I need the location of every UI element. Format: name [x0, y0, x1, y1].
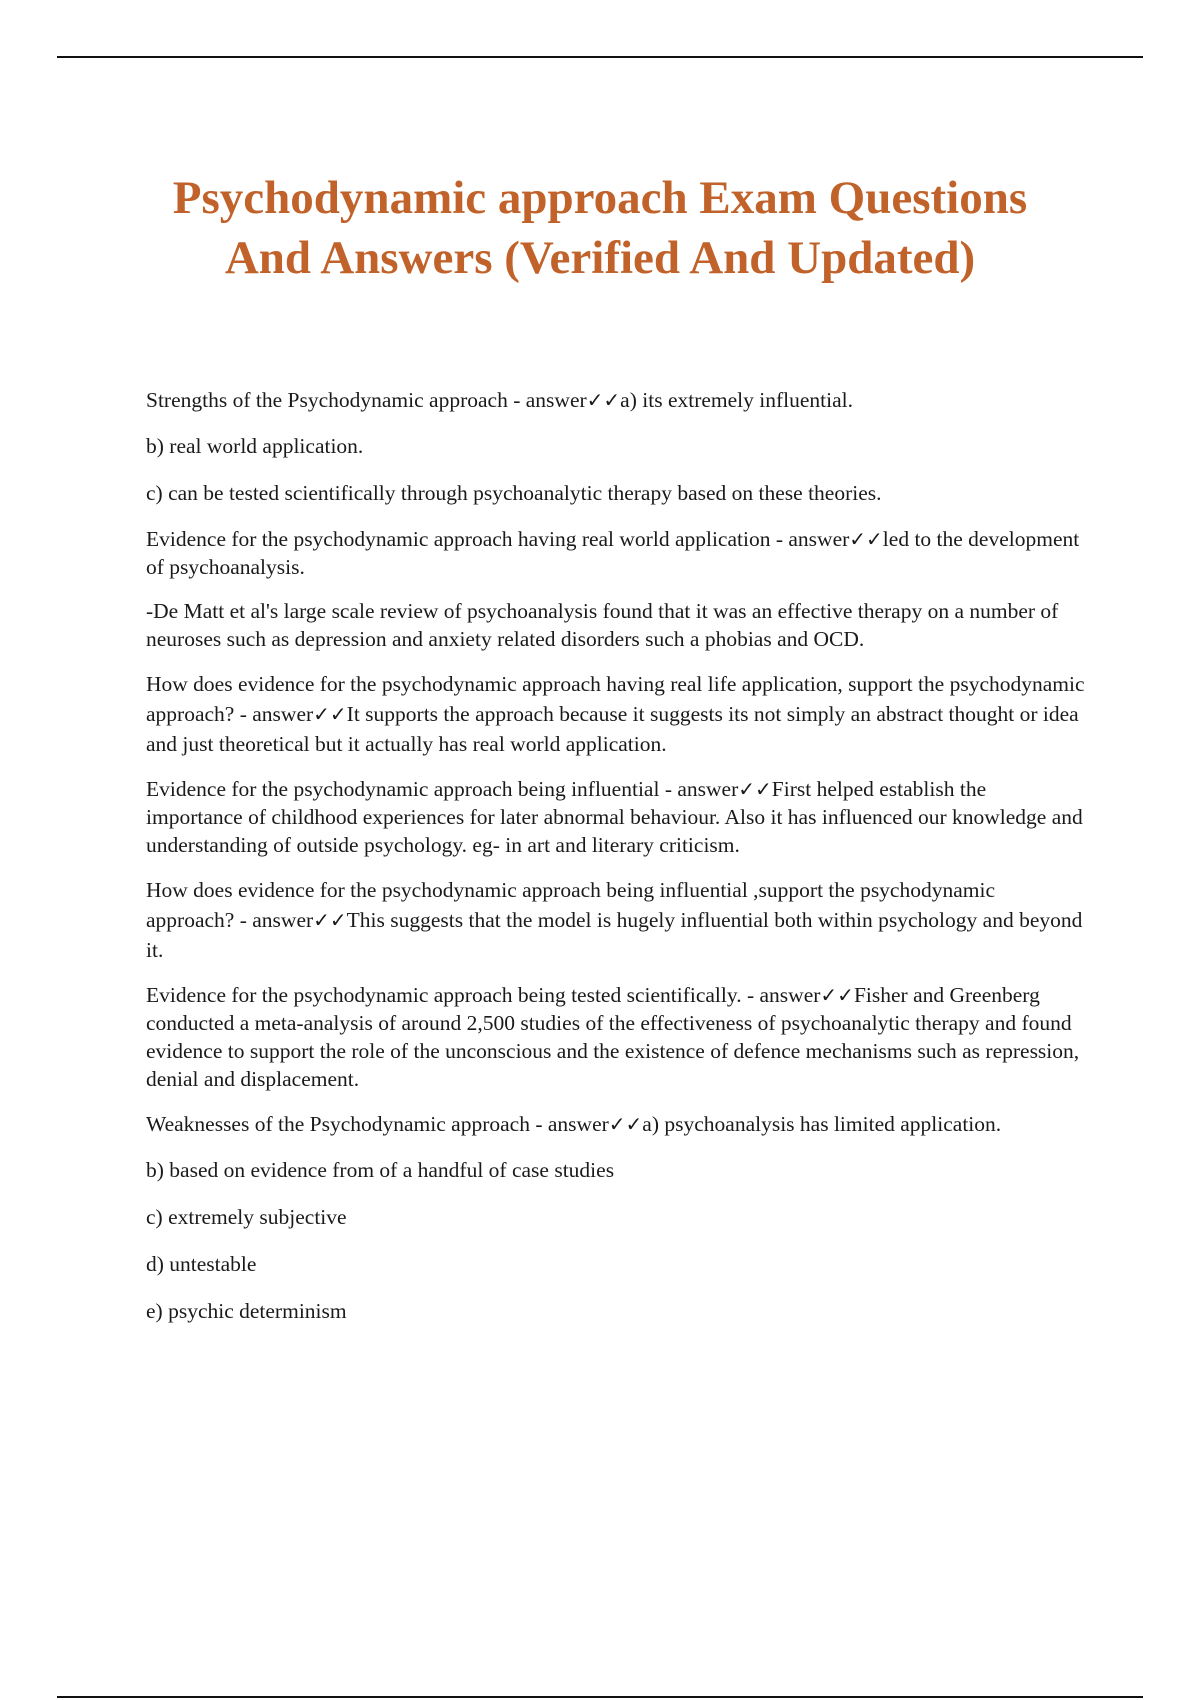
header-rule	[57, 56, 1143, 58]
list-item: b) real world application.	[146, 434, 364, 458]
check-icon: ✓✓	[313, 702, 347, 726]
answer-separator: - answer	[741, 983, 821, 1007]
question-text: Evidence for the psychodynamic approach being tested scientifically.	[146, 983, 742, 1007]
answer-text: a) its extremely influential.	[620, 388, 854, 412]
answer-text: Fisher and Greenberg conducted a meta-analysis of around 2,500 studies of the effectiveness of psychoanalytic therapy and found evidence to support the role of the unconscious and the existence of defence mechanisms such as repression, denial and displacement.	[146, 983, 1080, 1091]
check-icon: ✓✓	[738, 777, 772, 801]
question-text: How does evidence for the psychodynamic approach having real life application, support the psychodynamic approach?	[146, 672, 1085, 726]
document-title	[100, 168, 1100, 288]
answer-text: led to the development of psychoanalysis.	[146, 527, 1080, 579]
footer-rule	[57, 1696, 1143, 1698]
title-line-2: And Answers (Verified And Updated)	[224, 232, 976, 284]
question-text: Weaknesses of the Psychodynamic approach	[146, 1112, 530, 1136]
answer-text: First helped establish the importance of childhood experiences for later abnormal behaviour. Also it has influenced our knowledge and understanding of outside psychology. eg- in art and literary criticism.	[146, 777, 1083, 857]
qa-entry	[146, 669, 1086, 759]
question-text: Evidence for the psychodynamic approach having real world application	[146, 527, 771, 551]
answer-separator: - answer	[770, 527, 850, 551]
check-icon: ✓✓	[313, 908, 347, 932]
answer-separator: - answer	[659, 777, 739, 801]
title-line-1: Psychodynamic approach Exam Questions	[172, 172, 1028, 224]
question-text: How does evidence for the psychodynamic approach being influential ,support the psychodynamic approach?	[146, 878, 996, 932]
answer-separator: - answer	[507, 388, 587, 412]
answer-separator: - answer	[234, 908, 314, 932]
answer-separator: - answer	[529, 1112, 609, 1136]
question-text: Evidence for the psychodynamic approach being influential	[146, 777, 660, 801]
check-icon: ✓✓	[608, 1112, 643, 1136]
qa-entry	[146, 1109, 1086, 1139]
list-item: e) psychic determinism	[146, 1299, 347, 1323]
list-item: b) based on evidence from of a handful of case studies	[146, 1158, 615, 1182]
paragraph: -De Matt et al's large scale review of psychoanalysis found that it was an effective therapy on a number of neuroses such as depression and anxiety related disorders such a phobias and OCD.	[146, 599, 1059, 651]
answer-separator: - answer	[234, 702, 314, 726]
qa-entry	[146, 875, 1086, 965]
qa-entry	[146, 775, 1086, 859]
check-icon: ✓✓	[586, 388, 621, 412]
answer-text: It supports the approach because it suggests its not simply an abstract thought or idea and just theoretical but it actually has real world application.	[146, 702, 1079, 756]
document-body	[146, 385, 1086, 1343]
list-item: d) untestable	[146, 1252, 257, 1276]
list-item: c) extremely subjective	[146, 1205, 347, 1229]
check-icon: ✓✓	[849, 527, 883, 551]
check-icon: ✓✓	[820, 983, 854, 1007]
list-item: c) can be tested scientifically through psychoanalytic therapy based on these theories.	[146, 481, 882, 505]
qa-entry	[146, 981, 1086, 1093]
qa-entry	[146, 525, 1086, 581]
answer-text: a) psychoanalysis has limited application.	[642, 1112, 1002, 1136]
question-text: Strengths of the Psychodynamic approach	[146, 388, 508, 412]
answer-text: This suggests that the model is hugely influential both within psychology and beyond it.	[146, 908, 1083, 962]
qa-entry	[146, 385, 1086, 415]
